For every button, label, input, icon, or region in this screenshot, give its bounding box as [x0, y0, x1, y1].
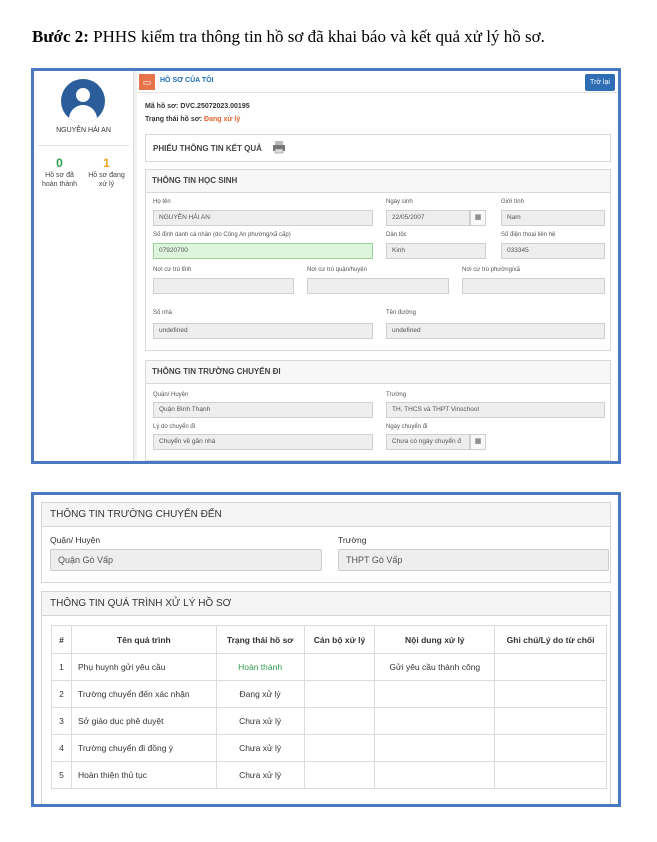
record-code [145, 103, 250, 110]
result-slip-panel[interactable] [145, 134, 611, 162]
house-no-field[interactable]: undefined [153, 323, 373, 339]
row-content [375, 762, 495, 789]
to-school-field[interactable]: THPT Gò Vấp [338, 549, 609, 571]
row-process-name: Phụ huynh gửi yêu cầu [71, 654, 216, 681]
row-content [375, 681, 495, 708]
calendar-icon[interactable]: ▦ [470, 434, 486, 450]
step-heading [32, 27, 545, 47]
row-no: 1 [52, 654, 72, 681]
process-table [51, 625, 607, 789]
row-note [495, 708, 607, 735]
col-no: # [52, 626, 72, 654]
process-panel [41, 591, 611, 805]
col-process-name: Tên quá trình [71, 626, 216, 654]
ward-label: Nơi cư trú phường/xã [462, 267, 520, 273]
row-no: 4 [52, 735, 72, 762]
table-row [52, 654, 607, 681]
from-district-label: Quận/ Huyện [153, 392, 189, 398]
calendar-icon[interactable]: ▦ [470, 210, 486, 226]
to-school-label: Trường [338, 535, 367, 545]
street-field[interactable]: undefined [386, 323, 605, 339]
row-no: 5 [52, 762, 72, 789]
row-process-name: Trường chuyển đến xác nhận [71, 681, 216, 708]
process-table-header [52, 626, 607, 654]
printer-icon[interactable] [272, 140, 286, 154]
record-code-label: Mã hồ sơ: [145, 103, 179, 110]
step-text: PHHS kiểm tra thông tin hồ sơ đã khai báo và kết quả xử lý hồ sơ. [88, 27, 545, 46]
row-note [495, 735, 607, 762]
province-label: Nơi cư trú tỉnh [153, 267, 192, 273]
page-title: HỒ SƠ CỦA TÔI [160, 77, 214, 84]
row-officer [304, 654, 375, 681]
row-no: 3 [52, 708, 72, 735]
profile-sidebar [34, 71, 134, 461]
to-district-field[interactable]: Quận Gò Vấp [50, 549, 322, 571]
row-no: 2 [52, 681, 72, 708]
row-status: Chưa xử lý [216, 762, 304, 789]
from-school-field[interactable]: TH, THCS và THPT Vinschool [386, 402, 605, 418]
col-status: Trạng thái hồ sơ [216, 626, 304, 654]
dob-field[interactable]: 22/05/2007 [386, 210, 470, 226]
gender-label: Giới tính [501, 199, 524, 205]
student-info-title: THÔNG TIN HỌC SINH [146, 170, 610, 193]
stat-processing-label: Hồ sơ đang xử lý [88, 172, 125, 188]
district-label: Nơi cư trú quận/huyện [307, 267, 367, 273]
from-district-field[interactable]: Quận Bình Thạnh [153, 402, 373, 418]
row-content [375, 735, 495, 762]
row-officer [304, 762, 375, 789]
col-note: Ghi chú/Lý do từ chối [495, 626, 607, 654]
stat-processing-count: 1 [103, 156, 110, 170]
stat-completed-label: Hồ sơ đã hoàn thành [41, 172, 78, 188]
from-school-title: THÔNG TIN TRƯỜNG CHUYỂN ĐI [146, 361, 610, 384]
record-code-value: DVC.25072023.00195 [180, 103, 250, 110]
row-note [495, 681, 607, 708]
street-label: Tên đường [386, 310, 416, 316]
row-officer [304, 735, 375, 762]
record-status [145, 116, 240, 123]
table-row [52, 762, 607, 789]
row-note [495, 654, 607, 681]
row-process-name: Trường chuyển đi đồng ý [71, 735, 216, 762]
from-school-label: Trường [386, 392, 407, 398]
from-school-panel [145, 360, 611, 461]
table-row [52, 681, 607, 708]
province-select[interactable] [153, 278, 294, 294]
back-button[interactable]: Trở lại [585, 74, 615, 91]
record-status-value: Đang xử lý [204, 116, 241, 123]
row-content [375, 708, 495, 735]
row-status: Chưa xử lý [216, 735, 304, 762]
transfer-date-label: Ngày chuyển đi [386, 424, 428, 430]
top-bar [137, 73, 618, 93]
result-slip-title: PHIẾU THÔNG TIN KẾT QUẢ [153, 144, 262, 153]
table-row [52, 735, 607, 762]
phone-field[interactable]: 033345 [501, 243, 605, 259]
stat-processing[interactable] [84, 155, 129, 189]
house-no-label: Số nhà [153, 310, 173, 316]
dob-label: Ngày sinh [386, 199, 413, 205]
to-school-panel [41, 502, 611, 583]
process-title: THÔNG TIN QUÁ TRÌNH XỬ LÝ HỒ SƠ [42, 592, 610, 616]
user-name: NGUYỄN HẢI AN [56, 127, 111, 134]
row-officer [304, 681, 375, 708]
col-officer: Cán bộ xử lý [304, 626, 375, 654]
screenshot-profile-detail [31, 68, 621, 464]
row-content: Gửi yêu cầu thành công [375, 654, 495, 681]
id-number-field[interactable]: 07920700 [153, 243, 373, 259]
row-status: Đang xử lý [216, 681, 304, 708]
folder-icon: ▭ [139, 74, 155, 90]
stat-completed-count: 0 [56, 156, 63, 170]
row-status: Chưa xử lý [216, 708, 304, 735]
row-process-name: Sở giáo dục phê duyệt [71, 708, 216, 735]
row-officer [304, 708, 375, 735]
ward-select[interactable] [462, 278, 605, 294]
district-select[interactable] [307, 278, 449, 294]
screenshot-process-info [31, 492, 621, 807]
reason-label: Lý do chuyển đi [153, 424, 196, 430]
ethnicity-label: Dân tộc [386, 232, 407, 238]
row-note [495, 762, 607, 789]
avatar [61, 79, 105, 123]
row-status: Hoàn thành [216, 654, 304, 681]
stat-completed[interactable] [37, 155, 82, 189]
name-label: Họ tên [153, 199, 171, 205]
table-row [52, 708, 607, 735]
gender-field[interactable]: Nam [501, 210, 605, 226]
reason-field[interactable]: Chuyển về gần nhà [153, 434, 373, 450]
transfer-date-field[interactable]: Chưa có ngày chuyển đ [386, 434, 470, 450]
col-content: Nội dung xử lý [375, 626, 495, 654]
name-field[interactable]: NGUYỄN HẢI AN [153, 210, 373, 226]
profile-main [137, 71, 618, 461]
phone-label: Số điện thoại liên hệ [501, 232, 556, 238]
ethnicity-field[interactable]: Kinh [386, 243, 486, 259]
student-info-panel [145, 169, 611, 351]
to-school-title: THÔNG TIN TRƯỜNG CHUYỂN ĐẾN [42, 503, 610, 527]
id-number-label: Số định danh cá nhân (do Công An phường/xã cấp) [153, 232, 291, 238]
record-status-label: Trạng thái hồ sơ: [145, 116, 203, 123]
to-district-label: Quận/ Huyện [50, 535, 101, 545]
step-label: Bước 2: [32, 27, 89, 46]
row-process-name: Hoàn thiện thủ tục [71, 762, 216, 789]
